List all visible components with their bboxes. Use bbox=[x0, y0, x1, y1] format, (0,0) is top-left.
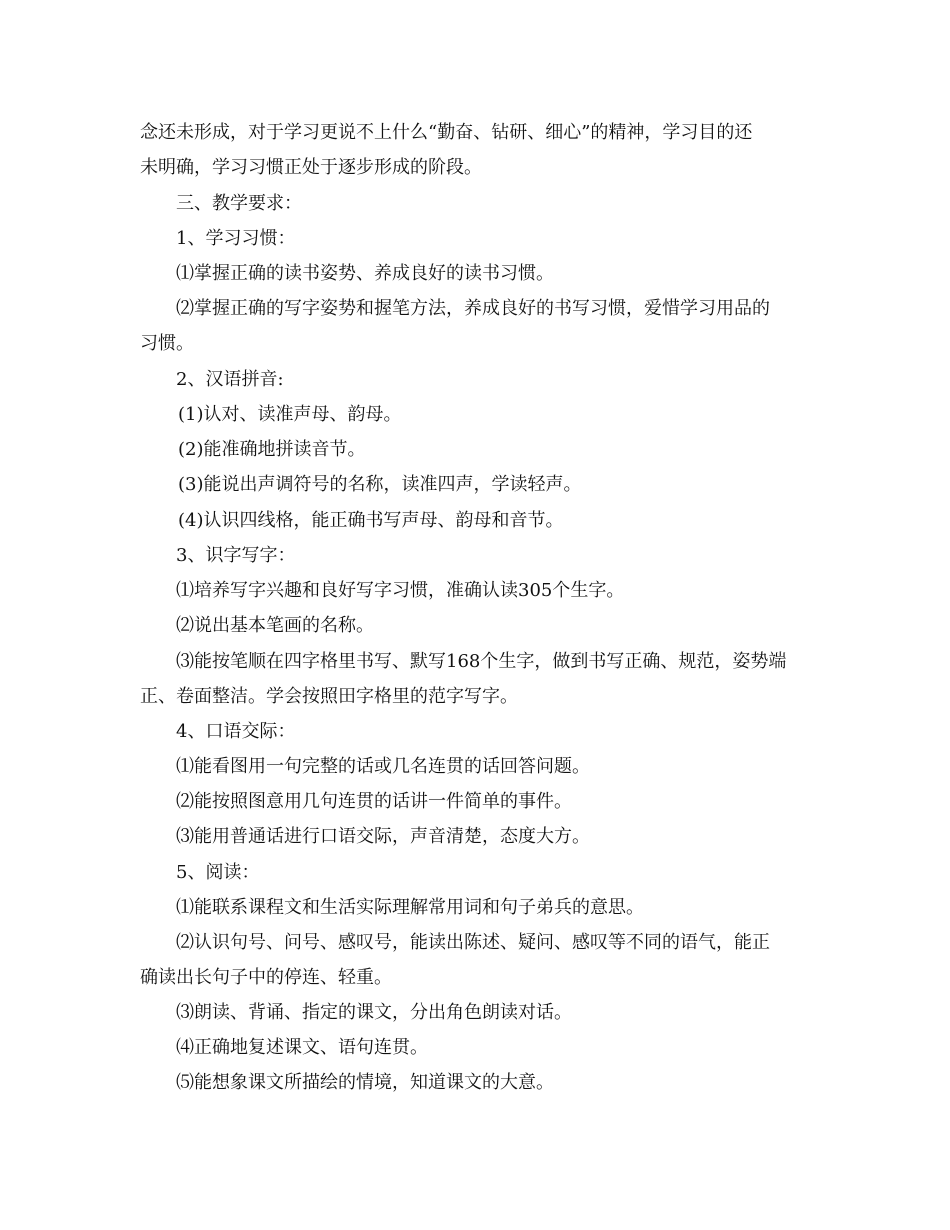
text-line: ⑵能按照图意用几句连贯的话讲一件简单的事件。 bbox=[176, 791, 572, 812]
text-line: ⑴能联系课程文和生活实际理解常用词和句子弟兵的意思。 bbox=[176, 897, 644, 918]
subsection-heading: 1、学习习惯： bbox=[176, 228, 296, 249]
text-line: ⑵认识句号、问号、感叹号，能读出陈述、疑问、感叹等不同的语气，能正 bbox=[176, 932, 770, 953]
text-line: ⑴培养写字兴趣和良好写字习惯，准确认读305个生字。 bbox=[176, 580, 625, 601]
text-line: (4)认识四线格，能正确书写声母、韵母和音节。 bbox=[178, 510, 564, 531]
text-line: ⑵说出基本笔画的名称。 bbox=[176, 615, 374, 636]
text-line: ⑶朗读、背诵、指定的课文，分出角色朗读对话。 bbox=[176, 1002, 572, 1023]
subsection-heading: 2、汉语拼音: bbox=[176, 369, 284, 390]
text-line: ⑵掌握正确的写字姿势和握笔方法，养成良好的书写习惯，爱惜学习用品的 bbox=[176, 298, 770, 319]
text-line: (3)能说出声调符号的名称，读准四声，学读轻声。 bbox=[178, 474, 582, 495]
subsection-heading: 5、阅读： bbox=[176, 862, 260, 883]
text-line: ⑴能看图用一句完整的话或几名连贯的话回答问题。 bbox=[176, 756, 590, 777]
text-line: (2)能准确地拼读音节。 bbox=[178, 439, 366, 460]
text-line: ⑶能按笔顺在四字格里书写、默写168个生字，做到书写正确、规范，姿势端 bbox=[176, 651, 787, 672]
text-line: (1)认对、读准声母、韵母。 bbox=[178, 404, 402, 425]
text-line: ⑷正确地复述课文、语句连贯。 bbox=[176, 1037, 428, 1058]
text-line: ⑴掌握正确的读书姿势、养成良好的读书习惯。 bbox=[176, 263, 554, 284]
subsection-heading: 4、口语交际： bbox=[176, 721, 296, 742]
subsection-heading: 3、识字写字： bbox=[176, 545, 296, 566]
text-line: 确读出长句子中的停连、轻重。 bbox=[140, 967, 392, 988]
section-heading: 三、教学要求： bbox=[176, 193, 302, 214]
text-line: 念还未形成，对于学习更说不上什么“勤奋、钻研、细心”的精神，学习目的还 bbox=[140, 122, 753, 143]
text-line: ⑶能用普通话进行口语交际，声音清楚，态度大方。 bbox=[176, 826, 590, 847]
text-line: 习惯。 bbox=[140, 333, 194, 354]
text-line: 正、卷面整洁。学会按照田字格里的范字写字。 bbox=[140, 686, 518, 707]
text-line: 未明确，学习习惯正处于逐步形成的阶段。 bbox=[140, 157, 482, 178]
text-line: ⑸能想象课文所描绘的情境，知道课文的大意。 bbox=[176, 1072, 554, 1093]
